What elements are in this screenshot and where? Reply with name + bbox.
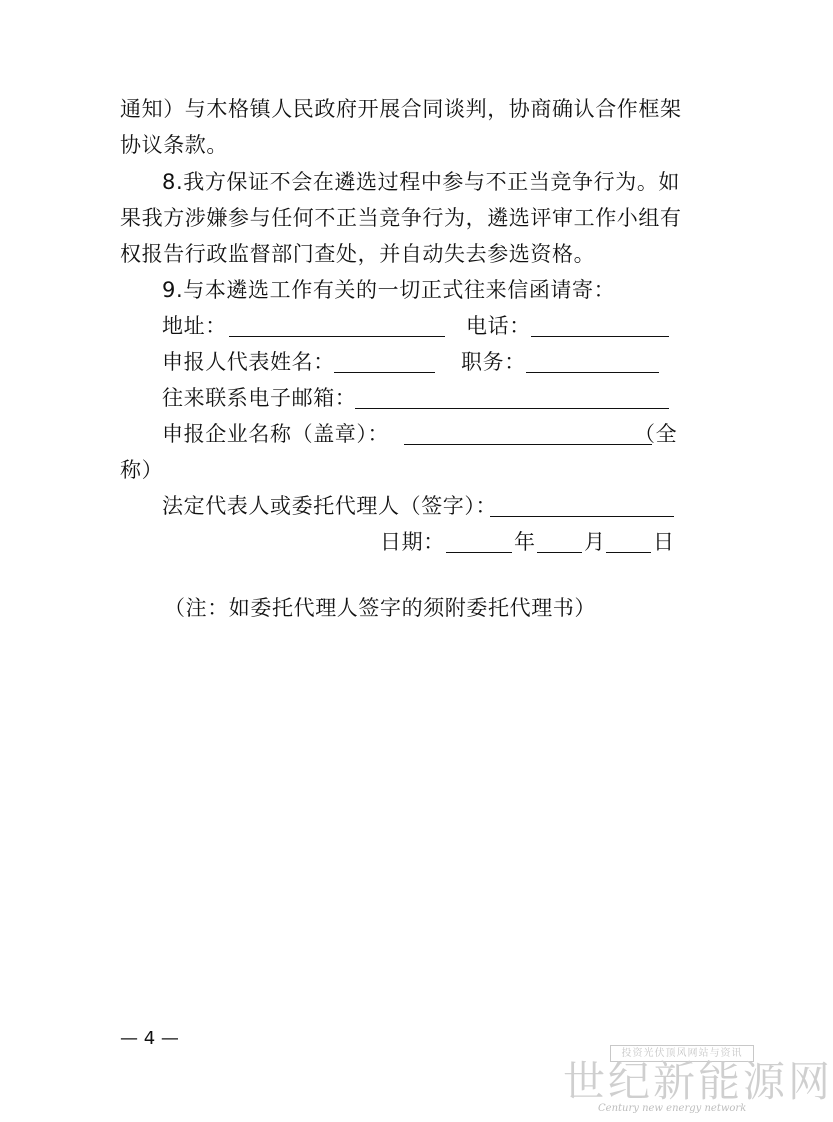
address-blank[interactable] [229,336,445,337]
month-label: 月 [584,530,606,554]
rep-name-label: 申报人代表姓名： [162,350,335,374]
email-blank[interactable] [355,408,669,409]
text-line: 协议条款。 [120,133,228,157]
text-line: 通知）与木格镇人民政府开展合同谈判，协商确认合作框架 [120,97,682,121]
clause-8-text: 8.我方保证不会在遴选过程中参与不正当竞争行为。如 [162,170,681,194]
email-label: 往来联系电子邮箱： [162,386,357,410]
rep-name-blank[interactable] [334,372,435,373]
watermark-tagline: 投资光伏顶风网站与资讯 [610,1045,754,1062]
date-label: 日期： [380,530,445,554]
page-number: — 4 — [120,1028,179,1049]
month-blank[interactable] [537,552,582,553]
address-label: 地址： [162,314,227,338]
position-label: 职务： [461,350,526,374]
legal-rep-label: 法定代表人或委托代理人（签字）： [162,494,498,518]
company-suffix: （全 [634,422,678,446]
company-blank[interactable] [404,444,652,445]
position-blank[interactable] [526,372,659,373]
phone-blank[interactable] [531,336,669,337]
note-text: （注：如委托代理人签字的须附委托代理书） [164,596,596,620]
clause-8-text: 权报告行政监督部门查处，并自动失去参选资格。 [120,242,596,266]
signature-blank[interactable] [490,516,674,517]
year-blank[interactable] [446,552,512,553]
watermark-logo: 世纪新能源网 [563,1057,833,1106]
company-suffix-cont: 称） [120,458,164,482]
phone-label: 电话： [466,314,531,338]
watermark-english: Century new energy network [598,1103,747,1114]
day-label: 日 [653,530,675,554]
company-label: 申报企业名称（盖章）： [162,422,390,446]
clause-9-text: 9.与本遴选工作有关的一切正式往来信函请寄： [162,278,616,302]
day-blank[interactable] [606,552,651,553]
clause-8-text: 果我方涉嫌参与任何不正当竞争行为，遴选评审工作小组有 [120,206,682,230]
year-label: 年 [514,530,536,554]
